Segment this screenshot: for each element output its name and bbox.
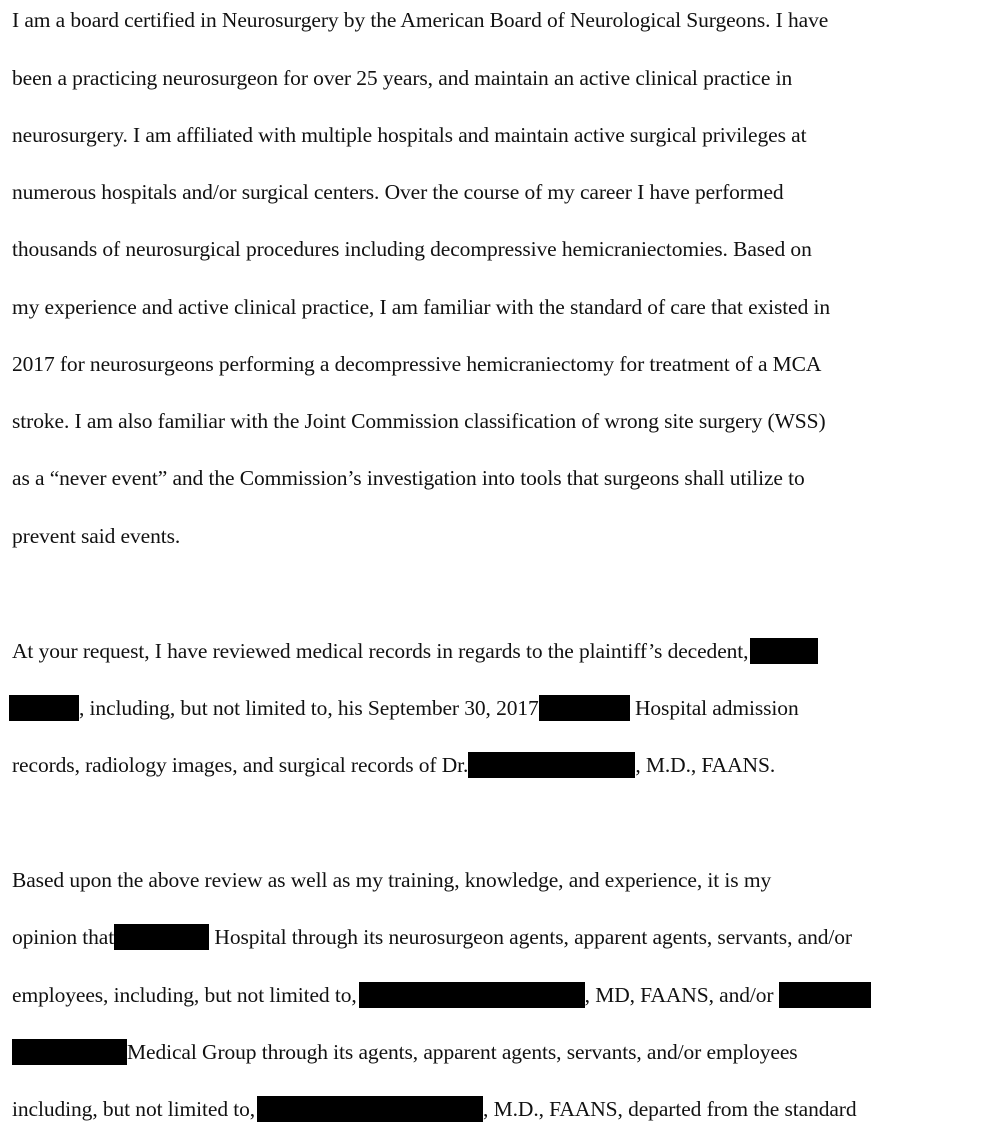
text-line <box>9 694 799 722</box>
redaction-box <box>257 1096 483 1122</box>
text-line: thousands of neurosurgical procedures including decompressive hemicraniectomies. Based on <box>12 237 812 261</box>
text-segment: records, radiology images, and surgical records of Dr. <box>12 753 469 777</box>
text-segment: At your request, I have reviewed medical records in regards to the plaintiff’s decedent, <box>12 639 749 663</box>
text-segment: , M.D., FAANS. <box>635 753 776 777</box>
text-line: been a practicing neurosurgeon for over 25 years, and maintain an active clinical practice in <box>12 66 793 90</box>
redaction-box <box>468 752 635 778</box>
text-segment: , MD, FAANS, and/or <box>584 983 774 1007</box>
text-line: as a “never event” and the Commission’s investigation into tools that surgeons shall utilize to <box>12 466 805 490</box>
redaction-box <box>539 695 630 721</box>
text-segment: employees, including, but not limited to, <box>12 983 357 1007</box>
text-line: 2017 for neurosurgeons performing a decompressive hemicraniectomy for treatment of a MCA <box>12 352 822 376</box>
text-line <box>12 981 871 1009</box>
text-line: prevent said events. <box>12 524 181 548</box>
text-segment: Hospital admission <box>629 696 799 720</box>
redaction-box <box>12 1039 127 1065</box>
text-line: Based upon the above review as well as my training, knowledge, and experience, it is my <box>12 868 772 892</box>
text-segment: Hospital through its neurosurgeon agents, apparent agents, servants, and/or <box>209 925 852 949</box>
redaction-box <box>114 924 209 950</box>
text-line <box>12 1038 798 1066</box>
text-line: my experience and active clinical practice, I am familiar with the standard of care that existed in <box>12 295 831 319</box>
redaction-box <box>359 982 585 1008</box>
redaction-box <box>779 982 871 1008</box>
text-line <box>12 751 775 779</box>
text-segment: opinion that <box>12 925 115 949</box>
text-segment: Medical Group through its agents, apparent agents, servants, and/or employees <box>127 1040 798 1064</box>
text-segment: including, but not limited to, <box>12 1097 256 1121</box>
text-line: numerous hospitals and/or surgical centers. Over the course of my career I have performed <box>12 180 784 204</box>
text-line: neurosurgery. I am affiliated with multiple hospitals and maintain active surgical privileges at <box>12 123 807 147</box>
text-segment: , M.D., FAANS, departed from the standard <box>483 1097 857 1121</box>
text-line <box>12 637 818 665</box>
redaction-box <box>9 695 79 721</box>
text-line: stroke. I am also familiar with the Joint Commission classification of wrong site surgery (WSS) <box>12 409 826 433</box>
text-line <box>12 1095 857 1123</box>
text-line: I am a board certified in Neurosurgery by the American Board of Neurological Surgeons. I have <box>12 8 829 32</box>
text-segment: , including, but not limited to, his September 30, 2017 <box>79 696 539 720</box>
text-line <box>12 923 852 951</box>
redaction-box <box>750 638 818 664</box>
